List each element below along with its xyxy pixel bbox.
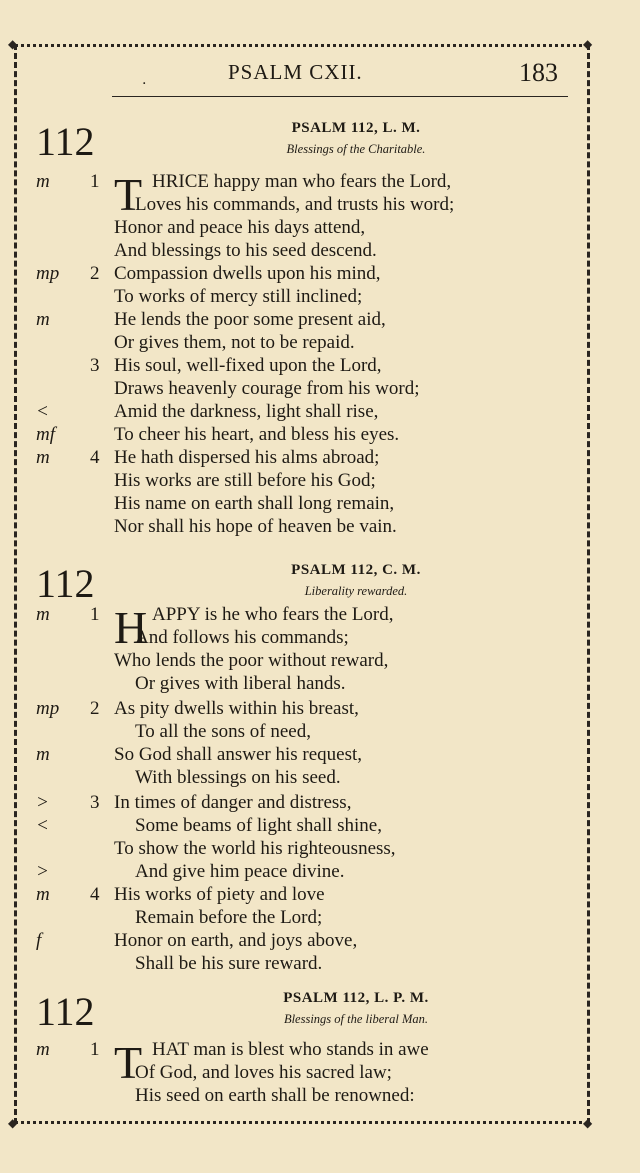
hymn-subtitle: Blessings of the liberal Man. [283, 1012, 429, 1026]
verse-line [0, 354, 640, 377]
line-text: Remain before the Lord; [135, 907, 323, 928]
verse-line [0, 400, 640, 423]
verse-line [0, 720, 640, 743]
verse-line [0, 469, 640, 492]
line-text: He lends the poor some present aid, [114, 309, 386, 330]
line-text: His seed on earth shall be renowned: [135, 1085, 415, 1106]
line-text: Amid the darkness, light shall rise, [114, 401, 379, 422]
line-text: To show the world his righteousness, [114, 838, 396, 859]
verse-line [0, 492, 640, 515]
line-text: As pity dwells within his breast, [114, 698, 359, 719]
line-text: His name on earth shall long remain, [114, 493, 395, 514]
border-ornament: ◆ [583, 37, 593, 51]
verse-line [0, 791, 640, 814]
dynamic-mark: m [36, 447, 50, 468]
verse-line [0, 1084, 640, 1107]
page-header [0, 58, 640, 98]
dynamic-mark: > [36, 861, 49, 882]
line-text: His soul, well-fixed upon the Lord, [114, 355, 382, 376]
line-text: Some beams of light shall shine, [135, 815, 382, 836]
line-text: Compassion dwells upon his mind, [114, 263, 381, 284]
verse-number: 1 [90, 604, 100, 625]
hymn-title: PSALM 112, C. M. [291, 562, 421, 578]
verse-number: 4 [90, 884, 100, 905]
verse-number: 2 [90, 698, 100, 719]
verse-number: 4 [90, 447, 100, 468]
verse-line [0, 216, 640, 239]
dynamic-mark: mf [36, 424, 55, 445]
dynamic-mark: m [36, 1039, 50, 1060]
verse-line [0, 883, 640, 906]
verse-line [0, 262, 640, 285]
verse-line [0, 766, 640, 789]
line-text: His works are still before his God; [114, 470, 376, 491]
line-text: Honor and peace his days attend, [114, 217, 366, 238]
line-text: So God shall answer his request, [114, 744, 363, 765]
drop-cap: T [114, 169, 143, 220]
dynamic-mark: mp [36, 698, 60, 719]
verse-line [0, 649, 640, 672]
dynamic-mark: < [36, 401, 49, 422]
dynamic-mark: f [36, 930, 42, 951]
drop-cap: T [114, 1037, 143, 1088]
verse-line [0, 626, 640, 649]
verse-line [0, 239, 640, 262]
dynamic-mark: < [36, 815, 49, 836]
line-text: Shall be his sure reward. [135, 953, 323, 974]
line-text: HAT man is blest who stands in awe [152, 1039, 429, 1060]
verse-line [0, 814, 640, 837]
line-text: With blessings on his seed. [135, 767, 341, 788]
dynamic-mark: m [36, 171, 50, 192]
hymn-title: PSALM 112, L. P. M. [283, 990, 429, 1006]
line-text: Who lends the poor without reward, [114, 650, 389, 671]
line-text: Of God, and loves his sacred law; [135, 1062, 392, 1083]
verse-line [0, 860, 640, 883]
verse-number: 3 [90, 792, 100, 813]
line-text: And blessings to his seed descend. [114, 240, 377, 261]
border-ornament: ◆ [8, 37, 18, 51]
dynamic-mark: > [36, 792, 49, 813]
verse-number: 3 [90, 355, 100, 376]
line-text: To works of mercy still inclined; [114, 286, 363, 307]
drop-cap: H [114, 602, 148, 653]
hymn-number: 112 [36, 989, 95, 1034]
dynamic-mark: m [36, 744, 50, 765]
verse-line [0, 308, 640, 331]
verse-line [0, 672, 640, 695]
verse-number: 1 [90, 171, 100, 192]
line-text: To all the sons of need, [135, 721, 311, 742]
verse-number: 1 [90, 1039, 100, 1060]
page-number: 183 [519, 58, 558, 87]
dynamic-mark: m [36, 309, 50, 330]
verse-line [0, 515, 640, 538]
hymn-number: 112 [36, 561, 95, 606]
verse-line [0, 446, 640, 469]
line-text: Loves his commands, and trusts his word; [135, 194, 455, 215]
dynamic-mark: m [36, 884, 50, 905]
line-text: He hath dispersed his alms abroad; [114, 447, 380, 468]
verse-line [0, 331, 640, 354]
header-rule [112, 96, 568, 97]
verse-line [0, 906, 640, 929]
line-text: Or gives with liberal hands. [135, 673, 346, 694]
line-text: Or gives them, not to be repaid. [114, 332, 355, 353]
line-text: Nor shall his hope of heaven be vain. [114, 516, 397, 537]
border-ornament: ◆ [8, 1116, 18, 1130]
verse-line [0, 423, 640, 446]
verse-line [0, 697, 640, 720]
verse-line [0, 377, 640, 400]
border-ornament: ◆ [583, 1116, 593, 1130]
verse-line [0, 837, 640, 860]
dynamic-mark: m [36, 604, 50, 625]
running-title: PSALM CXII. [228, 60, 363, 84]
header-dot: . [142, 72, 147, 88]
line-text: HRICE happy man who fears the Lord, [152, 171, 452, 192]
verse-line [0, 929, 640, 952]
line-text: His works of piety and love [114, 884, 325, 905]
hymn-number: 112 [36, 119, 95, 164]
verse-number: 2 [90, 263, 100, 284]
line-text: Draws heavenly courage from his word; [114, 378, 420, 399]
verse-line [0, 193, 640, 216]
hymn-subtitle: Liberality rewarded. [304, 584, 408, 598]
verse-line [0, 285, 640, 308]
line-text: To cheer his heart, and bless his eyes. [114, 424, 400, 445]
dynamic-mark: mp [36, 263, 60, 284]
verse-line [0, 743, 640, 766]
line-text: And give him peace divine. [135, 861, 345, 882]
hymn-title: PSALM 112, L. M. [291, 120, 421, 136]
line-text: And follows his commands; [135, 627, 349, 648]
hymn-subtitle: Blessings of the Charitable. [286, 142, 426, 156]
line-text: APPY is he who fears the Lord, [152, 604, 394, 625]
verse-line [0, 952, 640, 975]
line-text: Honor on earth, and joys above, [114, 930, 358, 951]
verse-line [0, 1061, 640, 1084]
line-text: In times of danger and distress, [114, 792, 352, 813]
